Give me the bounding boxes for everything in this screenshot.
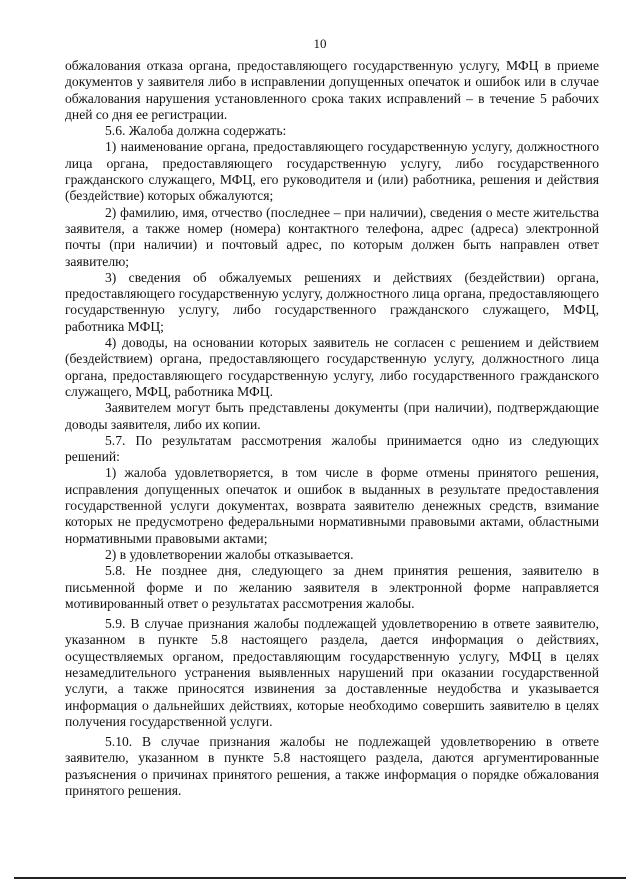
paragraph-5-8: 5.8. Не позднее дня, следующего за днем принятия решения, заявителю в письменной форме и по желанию заявителя в электронной форме направляется мотивированный ответ о результатах рассмотрения жалобы.	[65, 563, 599, 611]
paragraph-5-6-item-4: 4) доводы, на основании которых заявитель не согласен с решением и действием (бездействием) органа, предоставляющего государственную услугу, должностного лица органа, предоставляющего государственную услугу, либо государственного гражданского служащего, МФЦ, работника МФЦ.	[65, 335, 599, 399]
paragraph-supporting-documents: Заявителем могут быть представлены документы (при наличии), подтверждающие доводы заявителя, либо их копии.	[65, 400, 599, 432]
paragraph-5-6-heading: 5.6. Жалоба должна содержать:	[105, 123, 287, 139]
paragraph-5-9: 5.9. В случае признания жалобы подлежащей удовлетворению в ответе заявителю, указанном в пункте 5.8 настоящего раздела, дается информация о действиях, осуществляемых органом, предоставляющим государственную услугу, МФЦ в целях незамедлительного устранения выявленных нарушений при оказании государственной услуги, а также приносятся извинения за доставленные неудобства и указывается информация о дальнейших действиях, которые необходимо совершить заявителю в целях получения государственной услуги.	[65, 616, 599, 729]
document-body	[65, 58, 599, 799]
paragraph-5-6-item-1: 1) наименование органа, предоставляющего государственную услугу, должностного лица органа, предоставляющего государственную услугу, либо государственного гражданского служащего, МФЦ, его руководителя и (или) работника, решения и действия (бездействие) которых обжалуются;	[65, 139, 599, 204]
paragraph-5-6-item-3: 3) сведения об обжалуемых решениях и действиях (бездействии) органа, предоставляющего государственную услугу, должностного лица органа, предоставляющего государственную услугу, либо государственного гражданского служащего, МФЦ, работника МФЦ;	[65, 269, 599, 334]
paragraph-continuation: обжалования отказа органа, предоставляющего государственную услугу, МФЦ в приеме документов у заявителя либо в исправлении допущенных опечаток и ошибок или в случае обжалования нарушения установленного срока таких исправлений – в течение 5 рабочих дней со дня ее регистрации.	[65, 58, 599, 122]
paragraph-5-7-heading: 5.7. По результатам рассмотрения жалобы принимается одно из следующих решений:	[65, 432, 599, 465]
page-number: 10	[313, 36, 327, 51]
paragraph-5-6-item-2: 2) фамилию, имя, отчество (последнее – при наличии), сведения о месте жительства заявителя, а также номер (номера) контактного телефона, адрес (адреса) электронной почты (при наличии) и почтовый адрес, по которым должен быть направлен ответ заявителю;	[65, 204, 599, 269]
paragraph-5-7-item-1: 1) жалоба удовлетворяется, в том числе в форме отмены принятого решения, исправления допущенных опечаток и ошибок в выданных в результате предоставления государственной услуги документах, возврата заявителю денежных средств, взимание которых не предусмотрено федеральными нормативными правовыми актами, областными нормативными правовыми актами;	[65, 465, 599, 546]
paragraph-5-7-item-2: 2) в удовлетворении жалобы отказывается.	[105, 546, 354, 562]
paragraph-5-10: 5.10. В случае признания жалобы не подлежащей удовлетворению в ответе заявителю, указанном в пункте 5.8 настоящего раздела, даются аргументированные разъяснения о причинах принятого решения, а также информация о порядке обжалования принятого решения.	[65, 734, 599, 799]
bottom-rule	[14, 877, 626, 879]
